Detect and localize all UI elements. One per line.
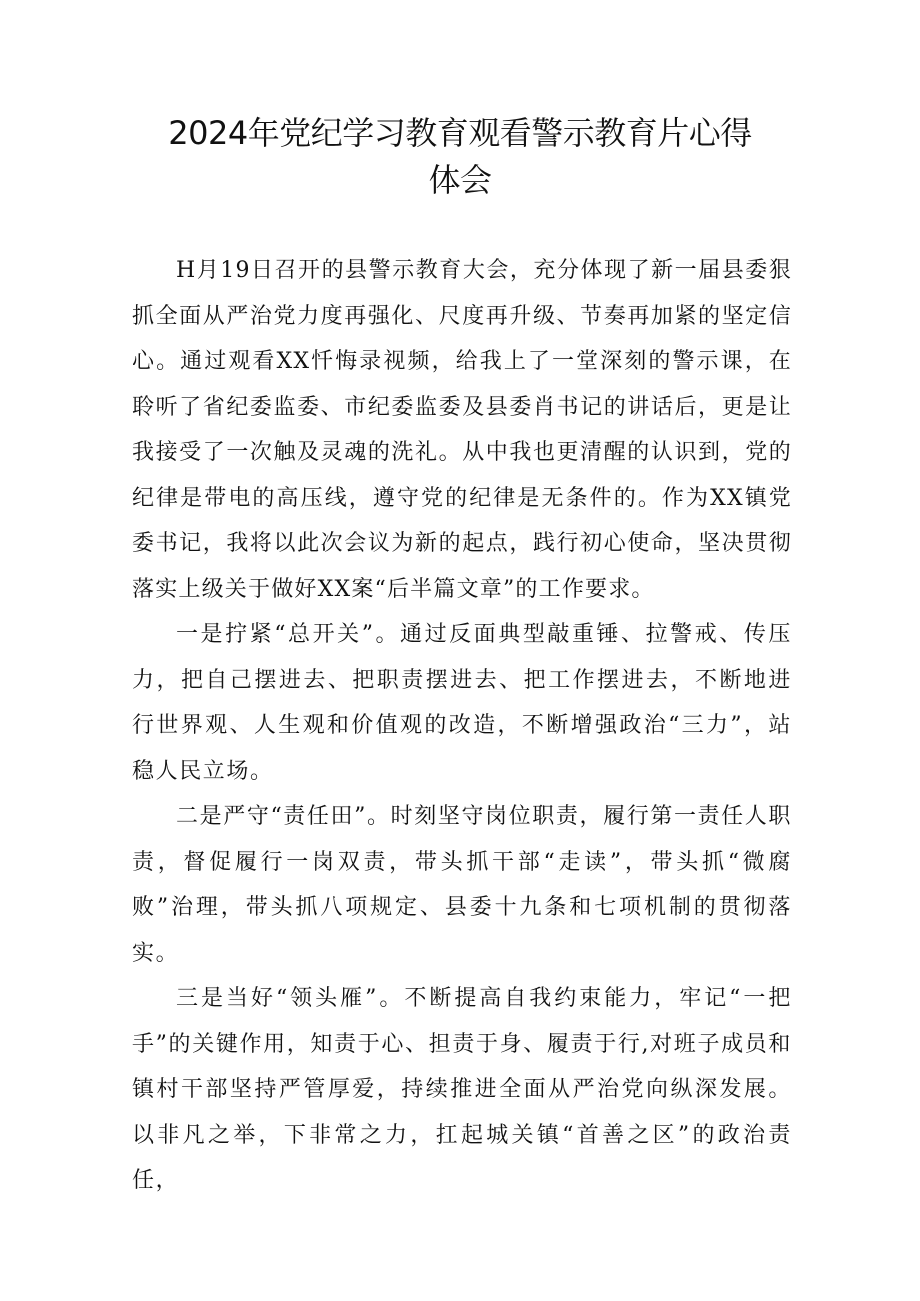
paragraph-point-two: 二是严守“责任田”。时刻坚守岗位职责，履行第一责任人职责，督促履行一岗双责，带头抓干部“走读”，带头抓“微腐败”治理，带头抓八项规定、县委十九条和七项机制的贯彻落实。 xyxy=(132,804,792,966)
paragraph-point-three: 三是当好“领头雁”。不断提高自我约束能力，牢记“一把手”的关键作用，知责于心、担责于身、履责于行,对班子成员和镇村干部坚持严管厚爱，持续推进全面从严治党向纵深发展。以非凡之举，下非常之力，扛起城关镇“首善之区”的政治责任， xyxy=(132,986,792,1193)
title-line-2: 体会 xyxy=(428,161,492,199)
title-line-1: 2024年党纪学习教育观看警示教育片心得 xyxy=(168,114,752,152)
document-title xyxy=(130,110,790,204)
document-body xyxy=(132,248,792,1204)
paragraph-intro: H月19日召开的县警示教育大会，充分体现了新一届县委狠抓全面从严治党力度再强化、尺度再升级、节奏再加紧的坚定信心。通过观看XX忏悔录视频，给我上了一堂深刻的警示课，在聆听了省纪委监委、市纪委监委及县委肖书记的讲话后，更是让我接受了一次触及灵魂的洗礼。从中我也更清醒的认识到，党的纪律是带电的高压线，遵守党的纪律是无条件的。作为XX镇党委书记，我将以此次会议为新的起点，践行初心使命，坚决贯彻落实上级关于做好XX案“后半篇文章”的工作要求。 xyxy=(132,258,792,602)
paragraph-point-one: 一是拧紧“总开关”。通过反面典型敲重锤、拉警戒、传压力，把自己摆进去、把职责摆进去、把工作摆进去，不断地进行世界观、人生观和价值观的改造，不断增强政治“三力”，站稳人民立场。 xyxy=(132,622,792,784)
